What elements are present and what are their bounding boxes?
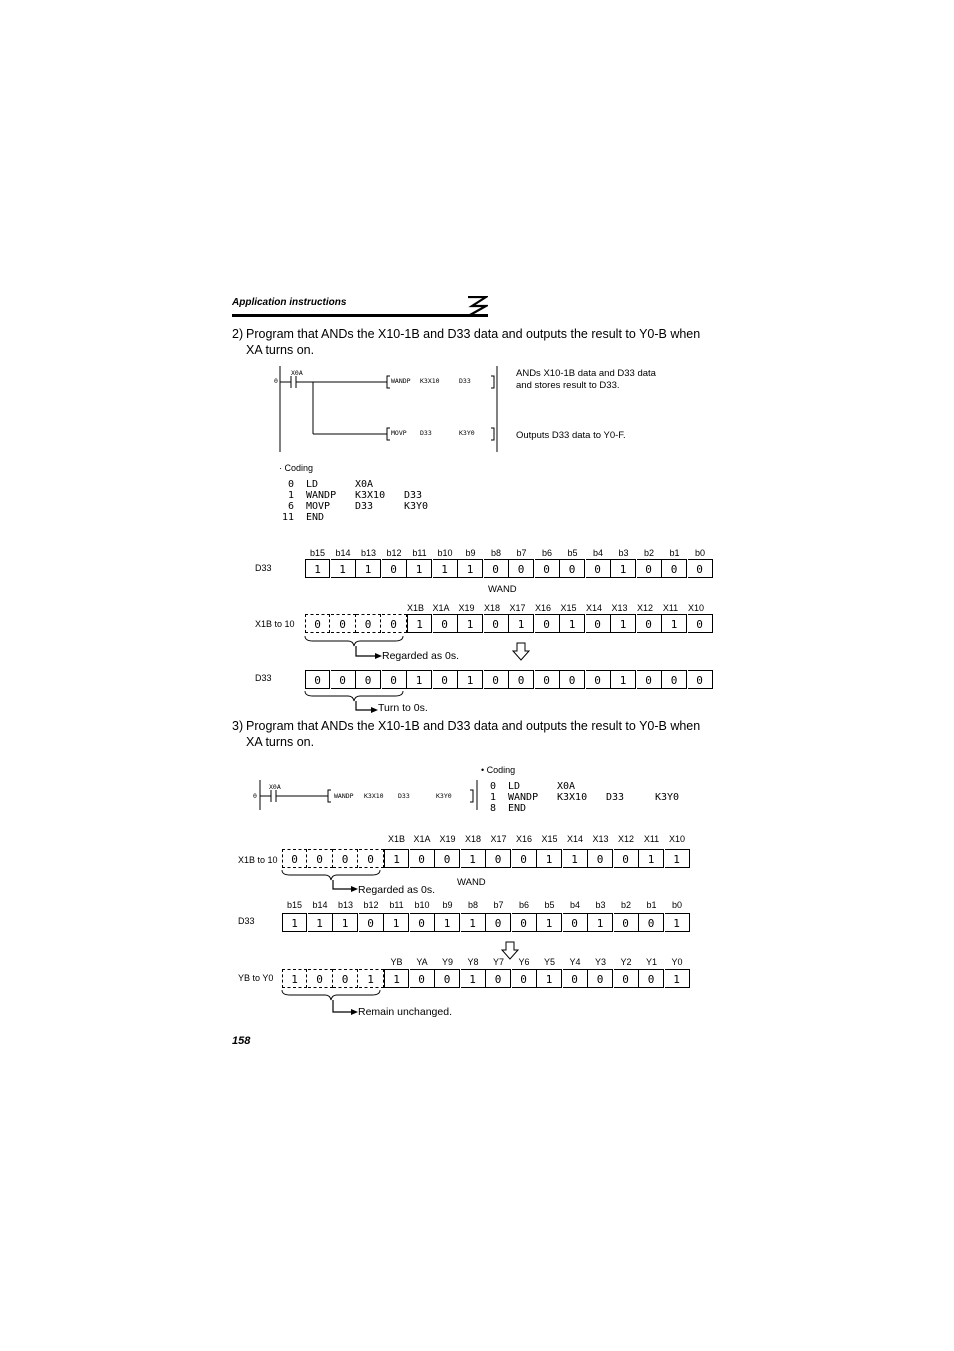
s2-reg3-label: D33 bbox=[255, 673, 272, 683]
ladder1-row1-instr: WANDP bbox=[391, 377, 411, 385]
header-rule bbox=[232, 314, 488, 317]
ladder1-comment1 bbox=[516, 368, 656, 392]
bit-header: X19 bbox=[439, 834, 456, 844]
comment1-line1: ANDs X10-1B data and D33 data bbox=[516, 368, 656, 379]
coding-op3: K3Y0 bbox=[655, 792, 680, 803]
coding-step: 6 bbox=[287, 501, 294, 512]
ladder2-contact: X0A bbox=[269, 783, 281, 791]
bit-cell: 0 bbox=[662, 559, 687, 578]
bit-cell: 1 bbox=[611, 614, 636, 633]
page-number: 158 bbox=[232, 1035, 251, 1047]
bit-cell: 0 bbox=[486, 913, 511, 932]
bit-header: b7 bbox=[516, 548, 527, 558]
coding-op2: D33 bbox=[404, 490, 423, 501]
bit-cell: 0 bbox=[662, 670, 687, 689]
bit-header: X18 bbox=[483, 603, 500, 613]
bit-cell: 0 bbox=[331, 614, 356, 633]
bit-cell: 1 bbox=[563, 849, 588, 868]
coding-step: 0 bbox=[489, 781, 496, 792]
section-header: Application instructions bbox=[232, 297, 347, 308]
bit-cell: 1 bbox=[384, 913, 409, 932]
bit-cell: 1 bbox=[407, 670, 432, 689]
bit-cell: 1 bbox=[384, 849, 409, 868]
bit-cell: 0 bbox=[639, 969, 664, 988]
coding-op1: X0A bbox=[557, 781, 576, 792]
section2-number: 2) bbox=[232, 327, 244, 341]
bit-cell: 0 bbox=[410, 913, 435, 932]
bit-header: X11 bbox=[643, 834, 660, 844]
bit-cell: 0 bbox=[282, 849, 307, 868]
bit-cell: 1 bbox=[639, 849, 664, 868]
bit-cell: 0 bbox=[509, 670, 534, 689]
coding-op1: X0A bbox=[355, 479, 374, 490]
bit-header: b4 bbox=[569, 900, 580, 910]
coding-step: 0 bbox=[287, 479, 294, 490]
bit-cell: 0 bbox=[435, 849, 460, 868]
bit-header: X17 bbox=[509, 603, 526, 613]
bit-header: b2 bbox=[620, 900, 631, 910]
bit-header: b1 bbox=[646, 900, 657, 910]
bit-cell: 0 bbox=[382, 614, 407, 633]
bit-header: X16 bbox=[515, 834, 532, 844]
ladder1-row2-op2: K3Y0 bbox=[459, 429, 475, 437]
section3-number: 3) bbox=[232, 719, 244, 733]
bit-header: Y4 bbox=[569, 957, 581, 967]
bit-header: X11 bbox=[662, 603, 679, 613]
bit-cell: 0 bbox=[305, 614, 330, 633]
s2-note2: Turn to 0s. bbox=[378, 702, 428, 714]
brand-logo-icon bbox=[466, 296, 488, 316]
bit-header: Y9 bbox=[441, 957, 453, 967]
bit-cell: 0 bbox=[484, 670, 509, 689]
coding2-label: • Coding bbox=[481, 765, 516, 775]
bit-header: b15 bbox=[309, 548, 326, 558]
bit-header: Y2 bbox=[620, 957, 632, 967]
bit-cell: 1 bbox=[384, 969, 409, 988]
bit-header: X10 bbox=[687, 603, 704, 613]
bit-header: b14 bbox=[335, 548, 351, 558]
coding-step: 1 bbox=[489, 792, 496, 803]
bit-cell: 0 bbox=[486, 849, 511, 868]
bit-header: Y6 bbox=[518, 957, 530, 967]
bit-cell: 1 bbox=[588, 913, 613, 932]
bit-cell: 1 bbox=[433, 559, 458, 578]
coding-step: 8 bbox=[489, 803, 496, 814]
bit-header: X1B bbox=[387, 834, 405, 844]
bit-cell: 0 bbox=[305, 670, 330, 689]
s2-note1: Regarded as 0s. bbox=[382, 650, 460, 662]
bit-header: b5 bbox=[567, 548, 578, 558]
bit-cell: 0 bbox=[639, 913, 664, 932]
ladder-diagram-1 bbox=[270, 362, 510, 458]
coding-instr: MOVP bbox=[306, 501, 331, 512]
bit-header: b8 bbox=[490, 548, 501, 558]
bit-cell: 0 bbox=[433, 614, 458, 633]
coding-instr: LD bbox=[508, 781, 521, 792]
bit-cell: 1 bbox=[435, 913, 460, 932]
bit-header: b11 bbox=[389, 900, 404, 910]
bit-header: b4 bbox=[592, 548, 603, 558]
s3-note2: Remain unchanged. bbox=[358, 1006, 452, 1018]
ladder2-op2: D33 bbox=[398, 792, 410, 800]
bit-cell: 0 bbox=[560, 670, 585, 689]
bit-cell: 0 bbox=[356, 670, 381, 689]
bit-header: b12 bbox=[363, 900, 379, 910]
bit-cell: 0 bbox=[433, 670, 458, 689]
bit-header: b13 bbox=[360, 548, 377, 558]
bit-cell: 1 bbox=[611, 670, 636, 689]
section2-heading-line2: XA turns on. bbox=[246, 343, 315, 357]
bit-cell: 0 bbox=[614, 849, 639, 868]
bit-header: Y8 bbox=[467, 957, 479, 967]
bit-header: X15 bbox=[541, 834, 558, 844]
bit-header: X10 bbox=[668, 834, 685, 844]
bit-cell: 0 bbox=[410, 849, 435, 868]
bit-cell: 1 bbox=[662, 614, 687, 633]
bit-cell: 0 bbox=[535, 614, 560, 633]
bit-cell: 0 bbox=[356, 614, 381, 633]
bit-header: b14 bbox=[312, 900, 328, 910]
bit-cell: 1 bbox=[458, 614, 483, 633]
bit-cell: 1 bbox=[359, 969, 384, 988]
bit-header: X1A bbox=[432, 603, 450, 613]
s2-op-label: WAND bbox=[488, 584, 517, 595]
bit-header: X16 bbox=[534, 603, 551, 613]
bit-header: X12 bbox=[636, 603, 653, 613]
coding-step: 1 bbox=[287, 490, 294, 501]
bit-cell: 1 bbox=[305, 559, 330, 578]
bit-header: b5 bbox=[544, 900, 555, 910]
comment1-line2: and stores result to D33. bbox=[516, 380, 620, 391]
bit-cell: 1 bbox=[461, 913, 486, 932]
bit-header: b15 bbox=[286, 900, 303, 910]
bit-cell: 1 bbox=[537, 913, 562, 932]
bit-header: b12 bbox=[386, 548, 402, 558]
s3-reg2-label: D33 bbox=[238, 916, 255, 926]
bit-cell: 0 bbox=[359, 849, 384, 868]
bit-cell: 0 bbox=[637, 670, 662, 689]
bit-header: YA bbox=[416, 957, 428, 967]
bit-header: X14 bbox=[585, 603, 602, 613]
bit-cell: 1 bbox=[308, 913, 333, 932]
bit-header: b8 bbox=[467, 900, 478, 910]
bit-header: YB bbox=[390, 957, 403, 967]
ladder1-row1-op1: K3X10 bbox=[420, 377, 440, 385]
bit-header: b10 bbox=[414, 900, 430, 910]
bit-cell: 0 bbox=[484, 559, 509, 578]
coding-instr: END bbox=[306, 512, 325, 523]
s3-op-label: WAND bbox=[457, 877, 486, 888]
bit-cell: 1 bbox=[458, 670, 483, 689]
bit-header: X1A bbox=[413, 834, 431, 844]
bit-cell: 0 bbox=[359, 913, 384, 932]
bit-cell: 0 bbox=[563, 969, 588, 988]
bit-header: b6 bbox=[541, 548, 552, 558]
bit-cell: 1 bbox=[537, 969, 562, 988]
bit-header: X15 bbox=[560, 603, 577, 613]
coding-instr: LD bbox=[306, 479, 319, 490]
bit-cell: 0 bbox=[535, 559, 560, 578]
bit-cell: 0 bbox=[308, 969, 333, 988]
coding-op1: D33 bbox=[355, 501, 374, 512]
bit-header: b11 bbox=[412, 548, 427, 558]
bit-cell: 0 bbox=[560, 559, 585, 578]
bit-header: b3 bbox=[595, 900, 606, 910]
bit-cell: 1 bbox=[407, 614, 432, 633]
bit-cell: 0 bbox=[512, 849, 537, 868]
bit-cell: 0 bbox=[637, 614, 662, 633]
bit-header: Y1 bbox=[645, 957, 657, 967]
bit-cell: 0 bbox=[512, 969, 537, 988]
ladder2-instr: WANDP bbox=[334, 792, 354, 800]
bit-cell: 0 bbox=[410, 969, 435, 988]
coding-step: 11 bbox=[281, 512, 294, 523]
ladder1-row2-op1: D33 bbox=[420, 429, 432, 437]
bit-header: b0 bbox=[671, 900, 682, 910]
ladder1-comment2: Outputs D33 data to Y0-F. bbox=[516, 430, 626, 441]
bit-cell: 1 bbox=[461, 849, 486, 868]
bit-header: X17 bbox=[490, 834, 507, 844]
bit-header: X12 bbox=[617, 834, 634, 844]
bit-cell: 1 bbox=[509, 614, 534, 633]
bit-header: X19 bbox=[458, 603, 475, 613]
bit-cell: 0 bbox=[484, 614, 509, 633]
s2-reg2-label: X1B to 10 bbox=[255, 619, 295, 629]
bit-header: b0 bbox=[694, 548, 705, 558]
bit-cell: 0 bbox=[535, 670, 560, 689]
bit-cell: 1 bbox=[461, 969, 486, 988]
section2-heading bbox=[246, 326, 716, 358]
coding-op1: K3X10 bbox=[355, 490, 386, 501]
bit-header: b3 bbox=[618, 548, 629, 558]
bit-header: X13 bbox=[592, 834, 609, 844]
bit-cell: 0 bbox=[586, 614, 611, 633]
bit-cell: 1 bbox=[665, 913, 690, 932]
ladder2-step: 0 bbox=[253, 792, 257, 800]
ladder1-row1-op2: D33 bbox=[459, 377, 471, 385]
ladder1-step: 0 bbox=[274, 377, 278, 385]
coding-instr: WANDP bbox=[508, 792, 539, 803]
bit-header: b10 bbox=[437, 548, 453, 558]
bit-cell: 0 bbox=[688, 614, 713, 633]
bit-header: b6 bbox=[518, 900, 529, 910]
bit-cell: 0 bbox=[509, 559, 534, 578]
bit-cell: 0 bbox=[486, 969, 511, 988]
section2-heading-line1: Program that ANDs the X10-1B and D33 data and outputs the result to Y0-B when bbox=[246, 327, 701, 341]
bit-header: Y5 bbox=[543, 957, 555, 967]
bit-cell: 0 bbox=[333, 969, 358, 988]
bit-cell: 0 bbox=[563, 913, 588, 932]
bit-cell: 0 bbox=[333, 849, 358, 868]
bit-header: Y3 bbox=[594, 957, 606, 967]
s2-reg1-label: D33 bbox=[255, 563, 272, 573]
bit-header: X13 bbox=[611, 603, 628, 613]
bit-header: X1B bbox=[406, 603, 424, 613]
bit-cell: 1 bbox=[282, 913, 307, 932]
bit-header: Y7 bbox=[492, 957, 504, 967]
coding-op2: D33 bbox=[606, 792, 625, 803]
bit-header: b9 bbox=[465, 548, 476, 558]
bit-cell: 1 bbox=[407, 559, 432, 578]
bit-header: X18 bbox=[464, 834, 481, 844]
down-arrow-icon bbox=[512, 642, 530, 662]
bit-cell: 1 bbox=[665, 849, 690, 868]
s3-reg1-label: X1B to 10 bbox=[238, 855, 278, 865]
ladder2-op1: K3X10 bbox=[364, 792, 384, 800]
bit-cell: 0 bbox=[435, 969, 460, 988]
s3-note1: Regarded as 0s. bbox=[358, 884, 436, 896]
bit-cell: 0 bbox=[512, 913, 537, 932]
bit-header: b7 bbox=[493, 900, 504, 910]
section3-heading bbox=[246, 718, 716, 750]
bit-cell: 1 bbox=[331, 559, 356, 578]
ladder1-row2-instr: MOVP bbox=[391, 429, 407, 437]
bit-cell: 0 bbox=[688, 559, 713, 578]
bit-cell: 1 bbox=[282, 969, 307, 988]
bit-cell: 1 bbox=[560, 614, 585, 633]
bit-cell: 0 bbox=[588, 849, 613, 868]
bit-cell: 0 bbox=[588, 969, 613, 988]
coding-op1: K3X10 bbox=[557, 792, 588, 803]
bit-cell: 0 bbox=[614, 913, 639, 932]
ladder1-contact: X0A bbox=[291, 369, 303, 377]
coding-op2: K3Y0 bbox=[404, 501, 429, 512]
section3-heading-line2: XA turns on. bbox=[246, 735, 315, 749]
bit-cell: 0 bbox=[308, 849, 333, 868]
bit-cell: 0 bbox=[688, 670, 713, 689]
section3-heading-line1: Program that ANDs the X10-1B and D33 data and outputs the result to Y0-B when bbox=[246, 719, 701, 733]
coding-instr: END bbox=[508, 803, 527, 814]
bit-cell: 1 bbox=[611, 559, 636, 578]
bit-header: X14 bbox=[566, 834, 583, 844]
coding1-label: · Coding bbox=[279, 463, 314, 473]
bit-cell: 0 bbox=[586, 670, 611, 689]
s3-reg3-label: YB to Y0 bbox=[238, 973, 274, 983]
bit-cell: 1 bbox=[333, 913, 358, 932]
bit-cell: 1 bbox=[665, 969, 690, 988]
bit-header: Y0 bbox=[671, 957, 683, 967]
bit-cell: 1 bbox=[458, 559, 483, 578]
bit-cell: 0 bbox=[614, 969, 639, 988]
bit-cell: 1 bbox=[356, 559, 381, 578]
bit-header: b1 bbox=[669, 548, 680, 558]
ladder2-op3: K3Y0 bbox=[436, 792, 452, 800]
bit-cell: 0 bbox=[382, 670, 407, 689]
bit-cell: 0 bbox=[331, 670, 356, 689]
bit-header: b2 bbox=[643, 548, 654, 558]
bit-cell: 0 bbox=[586, 559, 611, 578]
bit-cell: 1 bbox=[537, 849, 562, 868]
bit-cell: 0 bbox=[637, 559, 662, 578]
bit-header: b9 bbox=[442, 900, 453, 910]
bit-header: b13 bbox=[337, 900, 354, 910]
coding-instr: WANDP bbox=[306, 490, 337, 501]
bit-cell: 0 bbox=[382, 559, 407, 578]
